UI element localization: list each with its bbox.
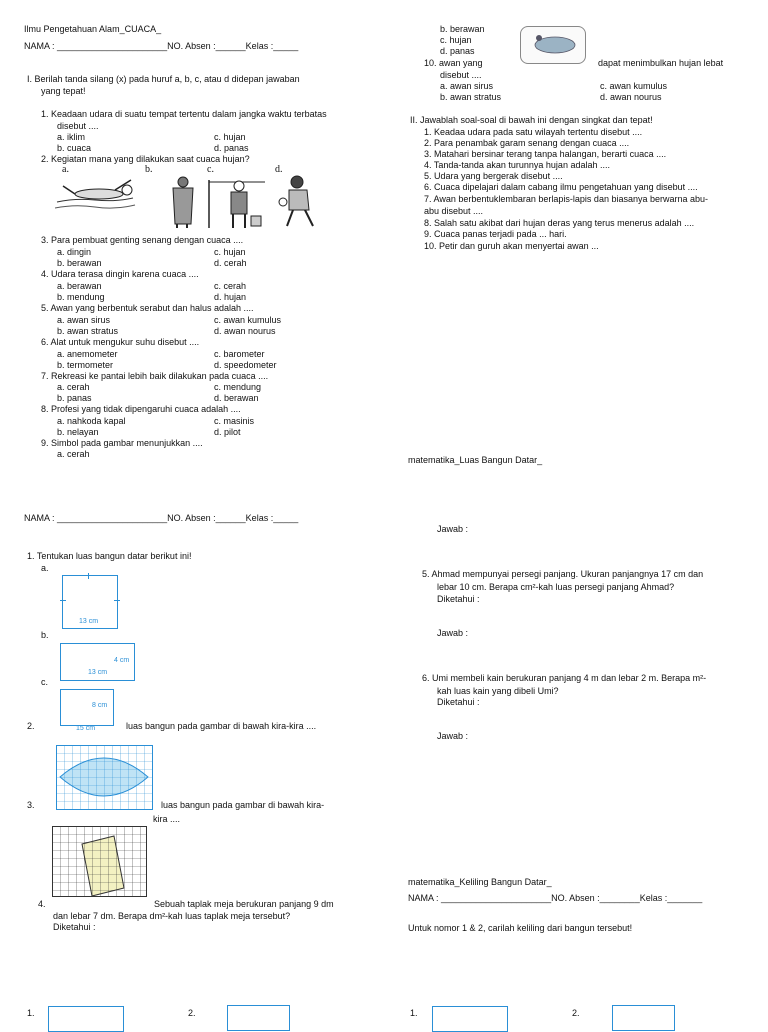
- q4-opt-c: c. cerah: [214, 281, 247, 291]
- luas-jawab: Jawab :: [437, 524, 469, 534]
- essay-6: 6. Cuaca dipelajari dalam cabang ilmu pengetahuan yang disebut ....: [424, 182, 698, 192]
- q3-opt-b: b. berawan: [57, 258, 102, 268]
- q5-opt-c: c. awan kumulus: [214, 315, 282, 325]
- luas-q5-known: Diketahui :: [437, 594, 480, 604]
- essay-2: 2. Para penambak garam senang dengan cuaca ....: [424, 138, 630, 148]
- q10-opt-b: b. awan stratus: [440, 92, 502, 102]
- q10-cont: disebut ....: [440, 70, 482, 80]
- grid-ellipse-figure: [56, 745, 154, 811]
- q8-opt-d: d. pilot: [214, 427, 241, 437]
- q2-label-d: d.: [275, 164, 283, 175]
- grid-rectangle-figure: [52, 826, 148, 898]
- q1-opt-d: d. panas: [214, 143, 249, 153]
- q10-b: dapat menimbulkan hujan lebat: [598, 58, 724, 68]
- keliling-title: matematika_Keliling Bangun Datar_: [408, 877, 552, 887]
- q7-opt-c: c. mendung: [214, 382, 262, 392]
- luas-q4-num: 4.: [38, 899, 46, 909]
- luas-q2-num: 2.: [27, 721, 35, 731]
- luas-q1-b: b.: [41, 630, 49, 640]
- q5-opt-b: b. awan stratus: [57, 326, 119, 336]
- figure-a-label: 13 cm: [79, 618, 99, 625]
- luas-q6: 6. Umi membeli kain berukuran panjang 4 m dan lebar 2 m. Berapa m²-: [422, 673, 707, 683]
- luas-q3-cont: kira ....: [153, 814, 181, 824]
- q8-opt-c: c. masinis: [214, 416, 255, 426]
- ipa-title: Ilmu Pengetahuan Alam_CUACA_: [24, 24, 162, 34]
- q3: 3. Para pembuat genting senang dengan cuaca ....: [41, 235, 244, 245]
- figure-b-side-label: 4 cm: [114, 657, 130, 664]
- luas-q1-c: c.: [41, 677, 49, 687]
- q10-opt-d: d. awan nourus: [600, 92, 662, 102]
- luas-q6-known: Diketahui :: [437, 697, 480, 707]
- luas-q3-text: luas bangun pada gambar di bawah kira-: [161, 800, 325, 810]
- luas-q6-cont: kah luas kain yang dibeli Umi?: [437, 686, 559, 696]
- q9-opt-b: b. berawan: [440, 24, 485, 34]
- q2-label-c: c.: [207, 164, 214, 175]
- q3-opt-d: d. cerah: [214, 258, 247, 268]
- q2: 2. Kegiatan mana yang dilakukan saat cuaca hujan?: [41, 154, 250, 164]
- q2-label-b: b.: [145, 164, 153, 175]
- keliling-figure-2: [612, 1005, 675, 1031]
- q7: 7. Rekreasi ke pantai lebih baik dilakukan pada cuaca ....: [41, 371, 269, 381]
- q1-opt-b: b. cuaca: [57, 143, 92, 153]
- q6-opt-a: a. anemometer: [57, 349, 118, 359]
- q1-opt-a: a. iklim: [57, 132, 86, 142]
- q9-opt-a: a. cerah: [57, 449, 90, 459]
- ipa-section1-cont: yang tepat!: [41, 86, 86, 96]
- essay-1: 1. Keadaa udara pada satu wilayah tertentu disebut ....: [424, 127, 643, 137]
- q5-opt-d: d. awan nourus: [214, 326, 276, 336]
- keliling-instruction: Untuk nomor 1 & 2, carilah keliling dari bangun tersebut!: [408, 923, 633, 933]
- q8-opt-b: b. nelayan: [57, 427, 99, 437]
- essay-3: 3. Matahari bersinar terang tanpa halangan, berarti cuaca ....: [424, 149, 667, 159]
- q6: 6. Alat untuk mengukur suhu disebut ....: [41, 337, 200, 347]
- q4-opt-a: a. berawan: [57, 281, 102, 291]
- bottom-left-figure-2: [227, 1005, 290, 1031]
- q9-opt-c: c. hujan: [440, 35, 472, 45]
- q5: 5. Awan yang berbentuk serabut dan halus adalah ....: [41, 303, 254, 313]
- q4-opt-b: b. mendung: [57, 292, 105, 302]
- keliling-item-1: 1.: [410, 1008, 418, 1018]
- ipa-section1: I. Berilah tanda silang (x) pada huruf a, b, c, atau d didepan jawaban: [27, 74, 300, 84]
- q6-opt-b: b. termometer: [57, 360, 114, 370]
- q9-opt-d: d. panas: [440, 46, 475, 56]
- essay-7-cont: abu disebut ....: [424, 206, 484, 216]
- bottom-left-item-2: 2.: [188, 1008, 196, 1018]
- q7-opt-b: b. panas: [57, 393, 92, 403]
- q4-opt-d: d. hujan: [214, 292, 247, 302]
- q5-opt-a: a. awan sirus: [57, 315, 111, 325]
- essay-10: 10. Petir dan guruh akan menyertai awan ...: [424, 241, 599, 251]
- keliling-item-2: 2.: [572, 1008, 580, 1018]
- q1-opt-c: c. hujan: [214, 132, 246, 142]
- essay-5: 5. Udara yang bergerak disebut ....: [424, 171, 563, 181]
- luas-q5-cont: lebar 10 cm. Berapa cm²-kah luas persegi panjang Ahmad?: [437, 582, 675, 592]
- laundry-illustration: [209, 180, 265, 228]
- q10-opt-a: a. awan sirus: [440, 81, 494, 91]
- q3-opt-c: c. hujan: [214, 247, 246, 257]
- q3-opt-a: a. dingin: [57, 247, 92, 257]
- essay-8: 8. Salah satu akibat dari hujan deras yang terus menerus adalah ....: [424, 218, 695, 228]
- q1-cont: disebut ....: [57, 121, 99, 131]
- q9: 9. Simbol pada gambar menunjukkan ....: [41, 438, 203, 448]
- q1: 1. Keadaan udara di suatu tempat tertentu dalam jangka waktu terbatas: [41, 109, 327, 119]
- ipa-header: NAMA : ______________________NO. Absen :______Kelas :_____: [24, 41, 299, 51]
- luas-q6-jawab: Jawab :: [437, 731, 469, 741]
- activity-illustrations: [55, 172, 325, 230]
- luas-title: matematika_Luas Bangun Datar_: [408, 455, 543, 465]
- ipa-section2: II. Jawablah soal-soal di bawah ini dengan singkat dan tepat!: [410, 115, 653, 125]
- keliling-header: NAMA : ______________________NO. Absen :________Kelas :_______: [408, 893, 703, 903]
- essay-7: 7. Awan berbentuklembaran berlapis-lapis dan biasanya berwarna abu-: [424, 194, 709, 204]
- bottom-left-item-1: 1.: [27, 1008, 35, 1018]
- cloud-symbol-frame: [520, 26, 586, 64]
- luas-q4-cont: dan lebar 7 dm. Berapa dm²-kah luas taplak meja tersebut?: [53, 911, 291, 921]
- q4: 4. Udara terasa dingin karena cuaca ....: [41, 269, 199, 279]
- luas-q4-known: Diketahui :: [53, 922, 96, 932]
- essay-9: 9. Cuaca panas terjadi pada ... hari.: [424, 229, 567, 239]
- luas-q2-text: luas bangun pada gambar di bawah kira-kira ....: [126, 721, 317, 731]
- luas-q1-a: a.: [41, 563, 49, 573]
- luas-q3-num: 3.: [27, 800, 35, 810]
- essay-4: 4. Tanda-tanda akan turunnya hujan adalah ....: [424, 160, 610, 170]
- figure-c-bottom-label: 15 cm: [76, 725, 96, 732]
- luas-header: NAMA : ______________________NO. Absen :______Kelas :_____: [24, 513, 299, 523]
- q10-opt-c: c. awan kumulus: [600, 81, 668, 91]
- q2-label-a: a.: [62, 164, 69, 175]
- bottom-left-figure-1: [48, 1006, 124, 1032]
- luas-q5-jawab: Jawab :: [437, 628, 469, 638]
- luas-q5: 5. Ahmad mempunyai persegi panjang. Ukuran panjangnya 17 cm dan: [422, 569, 704, 579]
- q6-opt-c: c. barometer: [214, 349, 265, 359]
- q8: 8. Profesi yang tidak dipengaruhi cuaca adalah ....: [41, 404, 241, 414]
- q7-opt-a: a. cerah: [57, 382, 90, 392]
- swimmer-illustration: [55, 180, 135, 208]
- q10: 10. awan yang: [424, 58, 483, 68]
- keliling-figure-1: [432, 1006, 508, 1032]
- figure-c-side-label: 8 cm: [92, 702, 108, 709]
- luas-q1: 1. Tentukan luas bangun datar berikut ini!: [27, 551, 192, 561]
- q8-opt-a: a. nahkoda kapal: [57, 416, 126, 426]
- cloud-icon: [521, 27, 585, 63]
- luas-q4-text: Sebuah taplak meja berukuran panjang 9 dm: [154, 899, 334, 909]
- boy-illustration: [279, 176, 313, 226]
- q6-opt-d: d. speedometer: [214, 360, 277, 370]
- raincoat-person-illustration: [173, 177, 193, 228]
- figure-b-bottom-label: 13 cm: [88, 669, 108, 676]
- q7-opt-d: d. berawan: [214, 393, 259, 403]
